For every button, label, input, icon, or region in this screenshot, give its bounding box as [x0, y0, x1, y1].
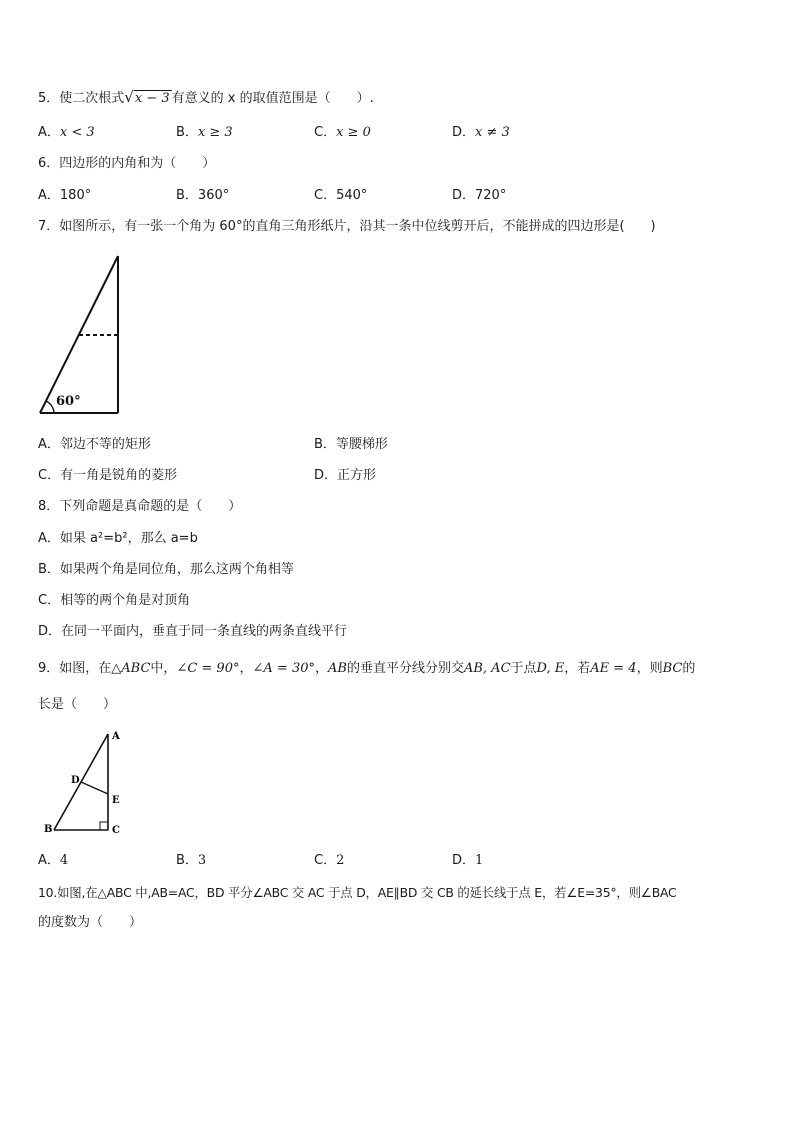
option-letter: A． — [38, 125, 60, 140]
q9-option-c — [314, 852, 344, 870]
math-triangle: △ABC — [111, 661, 151, 676]
option-text: 540° — [336, 188, 368, 203]
q5-stem-post: 有意义的 x 的取值范围是（ ）. — [171, 91, 374, 106]
question-8-stem: 8．下列命题是真命题的是（ ） — [38, 499, 242, 514]
q5-option-c — [314, 124, 371, 142]
angle-label: 60° — [56, 394, 81, 409]
math-segment-ab: AB — [328, 661, 347, 676]
option-text: 如果 a²=b²，那么 a=b — [59, 531, 198, 546]
question-6-stem: 6．四边形的内角和为（ ） — [38, 156, 216, 171]
q7-option-b — [314, 436, 388, 454]
option-letter: B． — [176, 188, 198, 203]
stem-text: 中， — [150, 661, 177, 676]
q8-option-d — [38, 623, 347, 641]
label-a: A — [112, 731, 120, 742]
q5-option-a — [38, 124, 95, 142]
stem-text: 的 — [682, 661, 696, 676]
angle-arc — [46, 401, 54, 413]
option-text: 在同一平面内，垂直于同一条直线的两条直线平行 — [61, 624, 348, 639]
option-text: x ≠ 3 — [475, 125, 510, 140]
option-letter: C． — [314, 125, 337, 140]
option-text: 正方形 — [337, 468, 377, 483]
option-text: 360° — [197, 188, 230, 203]
stem-text: 的垂直平分线分别交 — [346, 661, 464, 676]
q9-option-b — [176, 852, 206, 870]
option-text: x < 3 — [59, 125, 95, 140]
option-letter: B． — [38, 562, 60, 577]
option-letter: C． — [38, 468, 61, 483]
option-text: 4 — [59, 853, 69, 868]
label-c: C — [112, 825, 120, 836]
stem-text: 9．如图，在 — [38, 661, 112, 676]
option-letter: A． — [38, 531, 60, 546]
question-10-stem-line2: 的度数为（ ） — [38, 915, 143, 930]
q8-option-c — [38, 592, 190, 610]
q9-option-a — [38, 852, 68, 870]
option-letter: A． — [38, 188, 60, 203]
math-ae: AE = 4 — [590, 661, 637, 676]
q7-triangle-figure — [34, 248, 126, 418]
segment-de — [81, 782, 108, 794]
q7-option-a — [38, 436, 151, 454]
q8-option-a — [38, 530, 198, 548]
q6-option-c — [314, 187, 367, 205]
label-b: B — [44, 824, 53, 835]
option-text: 相等的两个角是对顶角 — [60, 593, 191, 608]
stem-text: ，则 — [636, 661, 663, 676]
q8-option-b — [38, 561, 294, 579]
stem-text: ， — [314, 661, 328, 676]
math-angle-c: ∠C = 90° — [176, 661, 240, 676]
right-angle-mark — [100, 822, 108, 830]
option-letter: B． — [176, 853, 198, 868]
stem-text: ，若 — [564, 661, 591, 676]
option-text: 有一角是锐角的菱形 — [60, 468, 178, 483]
option-letter: D． — [38, 624, 62, 639]
option-text: 邻边不等的矩形 — [59, 437, 151, 452]
q5-option-d — [452, 124, 510, 142]
q6-option-a — [38, 187, 91, 205]
option-text: x ≥ 3 — [197, 125, 233, 140]
option-letter: B． — [176, 125, 198, 140]
question-10-stem: 10.如图,在△ABC 中,AB=AC，BD 平分∠ABC 交 AC 于点 D，AE∥BD 交 CB 的延长线于点 E，若∠E=35°，则∠BAC — [38, 885, 677, 900]
option-letter: D． — [314, 468, 338, 483]
option-text: 180° — [59, 188, 92, 203]
question-9-stem-line2: 长是（ ） — [38, 697, 117, 712]
option-letter: C． — [314, 188, 337, 203]
option-letter: D． — [452, 125, 476, 140]
stem-text: 于点 — [510, 661, 537, 676]
option-letter: C． — [314, 853, 337, 868]
option-text: x ≥ 0 — [336, 125, 371, 140]
math-points: D, E — [536, 661, 565, 676]
q7-option-d — [314, 467, 376, 485]
q6-option-b — [176, 187, 229, 205]
option-text: 720° — [475, 188, 507, 203]
question-9-stem — [38, 660, 695, 678]
q5-radicand: x − 3 — [134, 91, 170, 106]
q9-triangle-figure — [38, 726, 138, 838]
option-letter: D． — [452, 853, 476, 868]
q5-option-b — [176, 124, 233, 142]
option-letter: C． — [38, 593, 61, 608]
label-d: D — [71, 775, 80, 786]
math-angle-a: ∠A = 30° — [252, 661, 315, 676]
option-text: 如果两个角是同位角，那么这两个角相等 — [59, 562, 294, 577]
option-letter: B． — [314, 437, 336, 452]
option-text: 1 — [475, 853, 484, 868]
stem-text: ， — [239, 661, 253, 676]
option-letter: A． — [38, 853, 60, 868]
option-letter: D． — [452, 188, 476, 203]
q9-option-d — [452, 852, 483, 870]
math-bc: BC — [662, 661, 683, 676]
option-text: 3 — [197, 853, 207, 868]
math-segments: AB, AC — [463, 661, 511, 676]
q5-stem-pre: 5．使二次根式 — [38, 91, 125, 106]
question-5-stem — [38, 88, 374, 108]
q7-option-c — [38, 467, 177, 485]
q6-option-d — [452, 187, 506, 205]
question-7-stem: 7．如图所示，有一张一个角为 60°的直角三角形纸片，沿其一条中位线剪开后，不能拼成的四边形是( ) — [38, 219, 656, 234]
option-text: 2 — [336, 853, 345, 868]
option-letter: A． — [38, 437, 60, 452]
label-e: E — [112, 795, 120, 806]
radical-sign: √ — [124, 88, 134, 106]
option-text: 等腰梯形 — [335, 437, 388, 452]
